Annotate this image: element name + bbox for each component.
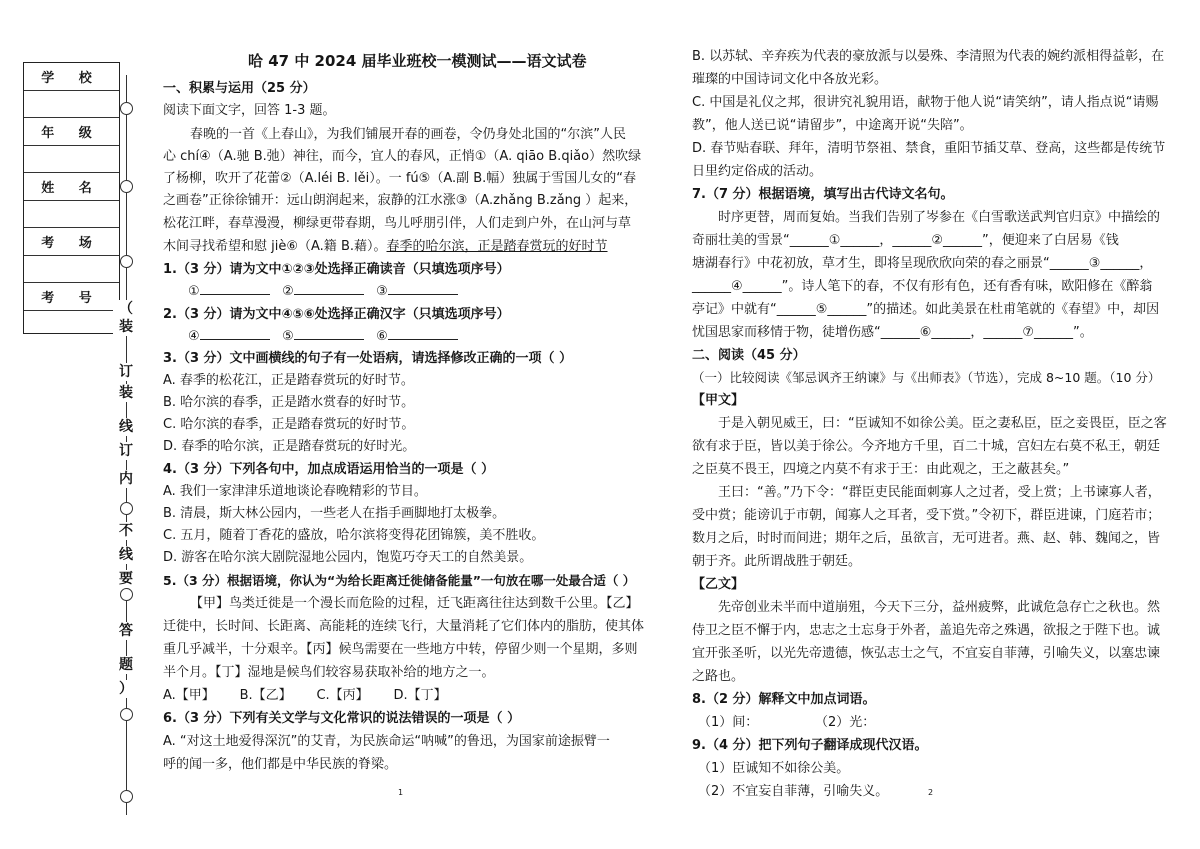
answer-blank[interactable] <box>200 282 270 295</box>
option[interactable]: D. 游客在哈尔滨大剧院湿地公园内，饱览巧夺天工的自然美景。 <box>163 550 533 565</box>
q7-text[interactable]: ______④______”。诗人笔下的春，不仅有形有色，还有香有味，欧阳修在《醉翁 <box>692 279 1153 294</box>
info-room-field[interactable] <box>24 256 119 284</box>
binding-text: 订 <box>113 442 139 460</box>
jia-text: 王曰：“善。”乃下令：“群臣吏民能面刺寡人之过者，受上赏；上书谏寡人者， <box>718 485 1161 500</box>
binding-hole <box>120 180 133 193</box>
binding-hole <box>120 708 133 721</box>
option[interactable]: A.【甲】 <box>163 688 215 703</box>
option[interactable]: B.【乙】 <box>239 688 292 703</box>
section-heading: 二、阅读（45 分） <box>692 348 806 363</box>
option-continued: 教”，他人送已说“请留步”，中途离开说“失陪”。 <box>692 118 973 133</box>
passage-line: 之画卷”正徐徐铺开：远山朗润起来，寂静的江水涨③（A.zhǎng B.zǎng ）起来， <box>163 193 638 208</box>
option[interactable]: C. 中国是礼仪之邦，很讲究礼貌用语，献物于他人说“请笑纳”，请人指点说“请赐 <box>692 95 1159 110</box>
question-4: 4.（3 分）下列各句中，加点成语运用恰当的一项是（ ） <box>163 462 495 477</box>
passage-line <box>163 236 608 257</box>
option[interactable]: C. 哈尔滨的春季，正是踏春赏玩的好时节。 <box>163 417 415 432</box>
binding-hole <box>120 255 133 268</box>
option-continued: 呼的闻一多，他们都是中华民族的脊梁。 <box>163 757 398 772</box>
info-school-field[interactable] <box>24 91 119 119</box>
option[interactable]: A. “对这土地爱得深沉”的艾青，为民族命运“呐喊”的鲁迅，为国家前途振臂一 <box>163 734 610 749</box>
option-continued: 璀璨的中国诗词文化中各放光彩。 <box>692 72 888 87</box>
binding-text: 订 <box>113 363 139 381</box>
passage-line: 松花江畔，春草漫漫，柳绿更带春期，鸟儿呼朋引伴，人们走到户外，在山河与草 <box>163 216 632 231</box>
q5-text: 重几乎减半，十分艰辛。【丙】候鸟需要在一些地方中转，停留少则一个星期，多则 <box>163 642 638 657</box>
q5-text: 迁徙中，长时间、长距离、高能耗的连续飞行，大量消耗了它们体内的脂肪，使其体 <box>163 619 645 634</box>
q8-item[interactable]: （2）光： <box>815 715 876 730</box>
passage-text: 木间寻找希望和慰 jiè⑥（A.籍 B.藉）。 <box>163 239 387 254</box>
answer-blank[interactable] <box>388 327 458 340</box>
blank-label: ③ <box>376 284 388 299</box>
reading-instruction: （一）比较阅读《邹忌讽齐王纳谏》与《出师表》（节选），完成 8~10 题。（10 分） <box>692 370 1161 385</box>
info-name-label: 姓 名 <box>24 173 119 201</box>
page-number: 2 <box>928 788 934 797</box>
binding-text: 题 <box>113 656 139 674</box>
binding-text: 装 <box>113 384 139 402</box>
passage-line: 心 chí④（A.驰 B.弛）神往，而今，宜人的春风，正悄①（A. qiāo B.qiǎo）然吹绿 <box>163 149 642 164</box>
info-school-label: 学 校 <box>24 63 119 91</box>
section-heading: 一、积累与运用（25 分） <box>163 81 316 96</box>
info-id-label: 考 号 <box>24 283 119 311</box>
question-1: 1.（3 分）请为文中①②③处选择正确读音（只填选项序号） <box>163 262 510 277</box>
binding-text: 装 <box>113 318 139 336</box>
yi-text: 宜开张圣听，以光先帝遗德，恢弘志士之气，不宜妄自菲薄，引喻失义，以塞忠谏 <box>692 646 1161 661</box>
answer-blank[interactable] <box>200 327 270 340</box>
q5-text: 【甲】鸟类迁徙是一个漫长而危险的过程，迁飞距离往往达到数千公里。【乙】 <box>190 596 639 611</box>
jia-text: 于是入朝见威王，曰：“臣诚知不如徐公美。臣之妻私臣，臣之妾畏臣，臣之客 <box>718 416 1167 431</box>
blank-label: ⑥ <box>376 329 388 344</box>
info-room-label: 考 场 <box>24 228 119 256</box>
passage-line: 了杨柳，吹开了花蕾②（A.léi B. lěi）。一 fú⑤（A.副 B.幅）独属于雪国儿女的“春 <box>163 171 637 186</box>
binding-hole <box>120 102 133 115</box>
blank-label: ② <box>282 284 294 299</box>
jia-text: 数月之后，时时而间进；期年之后，虽欲言，无可进者。燕、赵、韩、魏闻之，皆 <box>692 531 1161 546</box>
answer-row <box>188 281 458 302</box>
answer-row <box>188 326 458 347</box>
page-number: 1 <box>398 788 404 797</box>
answer-blank[interactable] <box>388 282 458 295</box>
binding-text: 要 <box>113 570 139 588</box>
option[interactable]: B. 清晨，斯大林公园内，一些老人在指手画脚地打太极拳。 <box>163 506 506 521</box>
q7-text[interactable]: 塘湖春行》中花初放，草才生，即将呈现欣欣向荣的春之丽景“______③______， <box>692 256 1153 271</box>
yi-text: 先帝创业未半而中道崩殂，今天下三分，益州疲弊，此诚危急存亡之秋也。然 <box>718 600 1161 615</box>
q7-text[interactable]: 忧国思家而移情于物，徒增伤感“______⑥______，______⑦______”。 <box>692 325 1093 340</box>
student-info-box <box>23 62 120 334</box>
yi-text: 侍卫之臣不懈于内，忠志之士忘身于外者，盖追先帝之殊遇，欲报之于陛下也。诚 <box>692 623 1161 638</box>
option[interactable]: D.【丁】 <box>393 688 447 703</box>
blank-label: ④ <box>188 329 200 344</box>
question-8: 8.（2 分）解释文中加点词语。 <box>692 692 876 707</box>
option[interactable]: A. 春季的松花江，正是踏春赏玩的好时节。 <box>163 373 414 388</box>
q5-options <box>163 685 447 706</box>
q9-item[interactable]: （1）臣诚知不如徐公美。 <box>698 761 850 776</box>
info-id-field[interactable] <box>24 311 119 338</box>
question-2: 2.（3 分）请为文中④⑤⑥处选择正确汉字（只填选项序号） <box>163 307 510 322</box>
binding-text: 内 <box>113 470 139 488</box>
question-7: 7.（7 分）根据语境，填写出古代诗文名句。 <box>692 187 954 202</box>
info-grade-field[interactable] <box>24 146 119 174</box>
option[interactable]: D. 春季的哈尔滨，正是踏春赏玩的好时光。 <box>163 439 416 454</box>
binding-hole <box>120 790 133 803</box>
option[interactable]: A. 我们一家津津乐道地谈论春晚精彩的节目。 <box>163 484 427 499</box>
underlined-sentence: 春季的哈尔滨，正是踏春赏玩的好时节 <box>386 239 608 254</box>
option[interactable]: B. 哈尔滨的春季，正是踏水赏春的好时节。 <box>163 395 415 410</box>
q9-item[interactable]: （2）不宜妄自菲薄，引喻失义。 <box>698 784 889 799</box>
passage-line: 春晚的一首《上春山》，为我们铺展开春的画卷，令仍身处北国的“尔滨”人民 <box>190 127 626 142</box>
binding-text: （ <box>113 300 139 318</box>
binding-text: 不 <box>113 522 139 540</box>
option[interactable]: C.【丙】 <box>316 688 369 703</box>
blank-label: ① <box>188 284 200 299</box>
binding-text: 答 <box>113 622 139 640</box>
q5-text: 半个月。【丁】湿地是候鸟们较容易获取补给的地方之一。 <box>163 665 495 680</box>
exam-title: 哈 47 中 2024 届毕业班校一模测试——语文试卷 <box>248 52 587 70</box>
info-grade-label: 年 级 <box>24 118 119 146</box>
answer-blank[interactable] <box>294 327 364 340</box>
option[interactable]: B. 以苏轼、辛弃疾为代表的豪放派与以晏殊、李清照为代表的婉约派相得益彰，在 <box>692 49 1165 64</box>
binding-text: ） <box>113 680 139 698</box>
info-name-field[interactable] <box>24 201 119 229</box>
answer-blank[interactable] <box>294 282 364 295</box>
q7-text[interactable]: 亭记》中就有“______⑤______”的描述。如此美景在杜甫笔就的《春望》中，却因 <box>692 302 1160 317</box>
q8-item[interactable]: （1）间： <box>698 715 759 730</box>
q7-text: 时序更替，周而复始。当我们告别了岑参在《白雪歌送武判官归京》中描绘的 <box>718 210 1161 225</box>
text-jia-label: 【甲文】 <box>692 393 745 408</box>
blank-label: ⑤ <box>282 329 294 344</box>
jia-text: 受中赏；能谤讥于市朝，闻寡人之耳者，受下赏。”令初下，群臣进谏，门庭若市； <box>692 508 1161 523</box>
q7-text[interactable]: 奇丽壮美的雪景“______①______，______②______”，便迎来了白居易《钱 <box>692 233 1119 248</box>
jia-text: 欲有求于臣，皆以美于徐公。今齐地方千里，百二十城，宫妇左右莫不私王，朝廷 <box>692 439 1161 454</box>
jia-text: 朝于齐。此所谓战胜于朝廷。 <box>692 554 862 569</box>
binding-text: 线 <box>113 418 139 436</box>
jia-text: 之臣莫不畏王，四境之内莫不有求于王：由此观之，王之蔽甚矣。” <box>692 462 1070 477</box>
question-6: 6.（3 分）下列有关文学与文化常识的说法错误的一项是（ ） <box>163 711 521 726</box>
instruction: 阅读下面文字，回答 1-3 题。 <box>163 103 336 118</box>
binding-text: 线 <box>113 546 139 564</box>
question-9: 9.（4 分）把下列句子翻译成现代汉语。 <box>692 738 928 753</box>
option[interactable]: C. 五月，随着丁香花的盛放，哈尔滨将变得花团锦簇，美不胜收。 <box>163 528 545 543</box>
question-3: 3.（3 分）文中画横线的句子有一处语病，请选择修改正确的一项（ ） <box>163 351 573 366</box>
yi-text: 之路也。 <box>692 669 745 684</box>
option-continued: 日里约定俗成的活动。 <box>692 164 823 179</box>
option[interactable]: D. 春节贴春联、拜年，清明节祭祖、禁食，重阳节插艾草、登高，这些都是传统节 <box>692 141 1166 156</box>
binding-hole <box>120 588 133 601</box>
text-yi-label: 【乙文】 <box>692 577 745 592</box>
binding-hole <box>120 502 133 515</box>
question-5: 5.（3 分）根据语境，你认为“为给长距离迁徙储备能量”一句放在哪一处最合适（ ） <box>163 573 636 588</box>
